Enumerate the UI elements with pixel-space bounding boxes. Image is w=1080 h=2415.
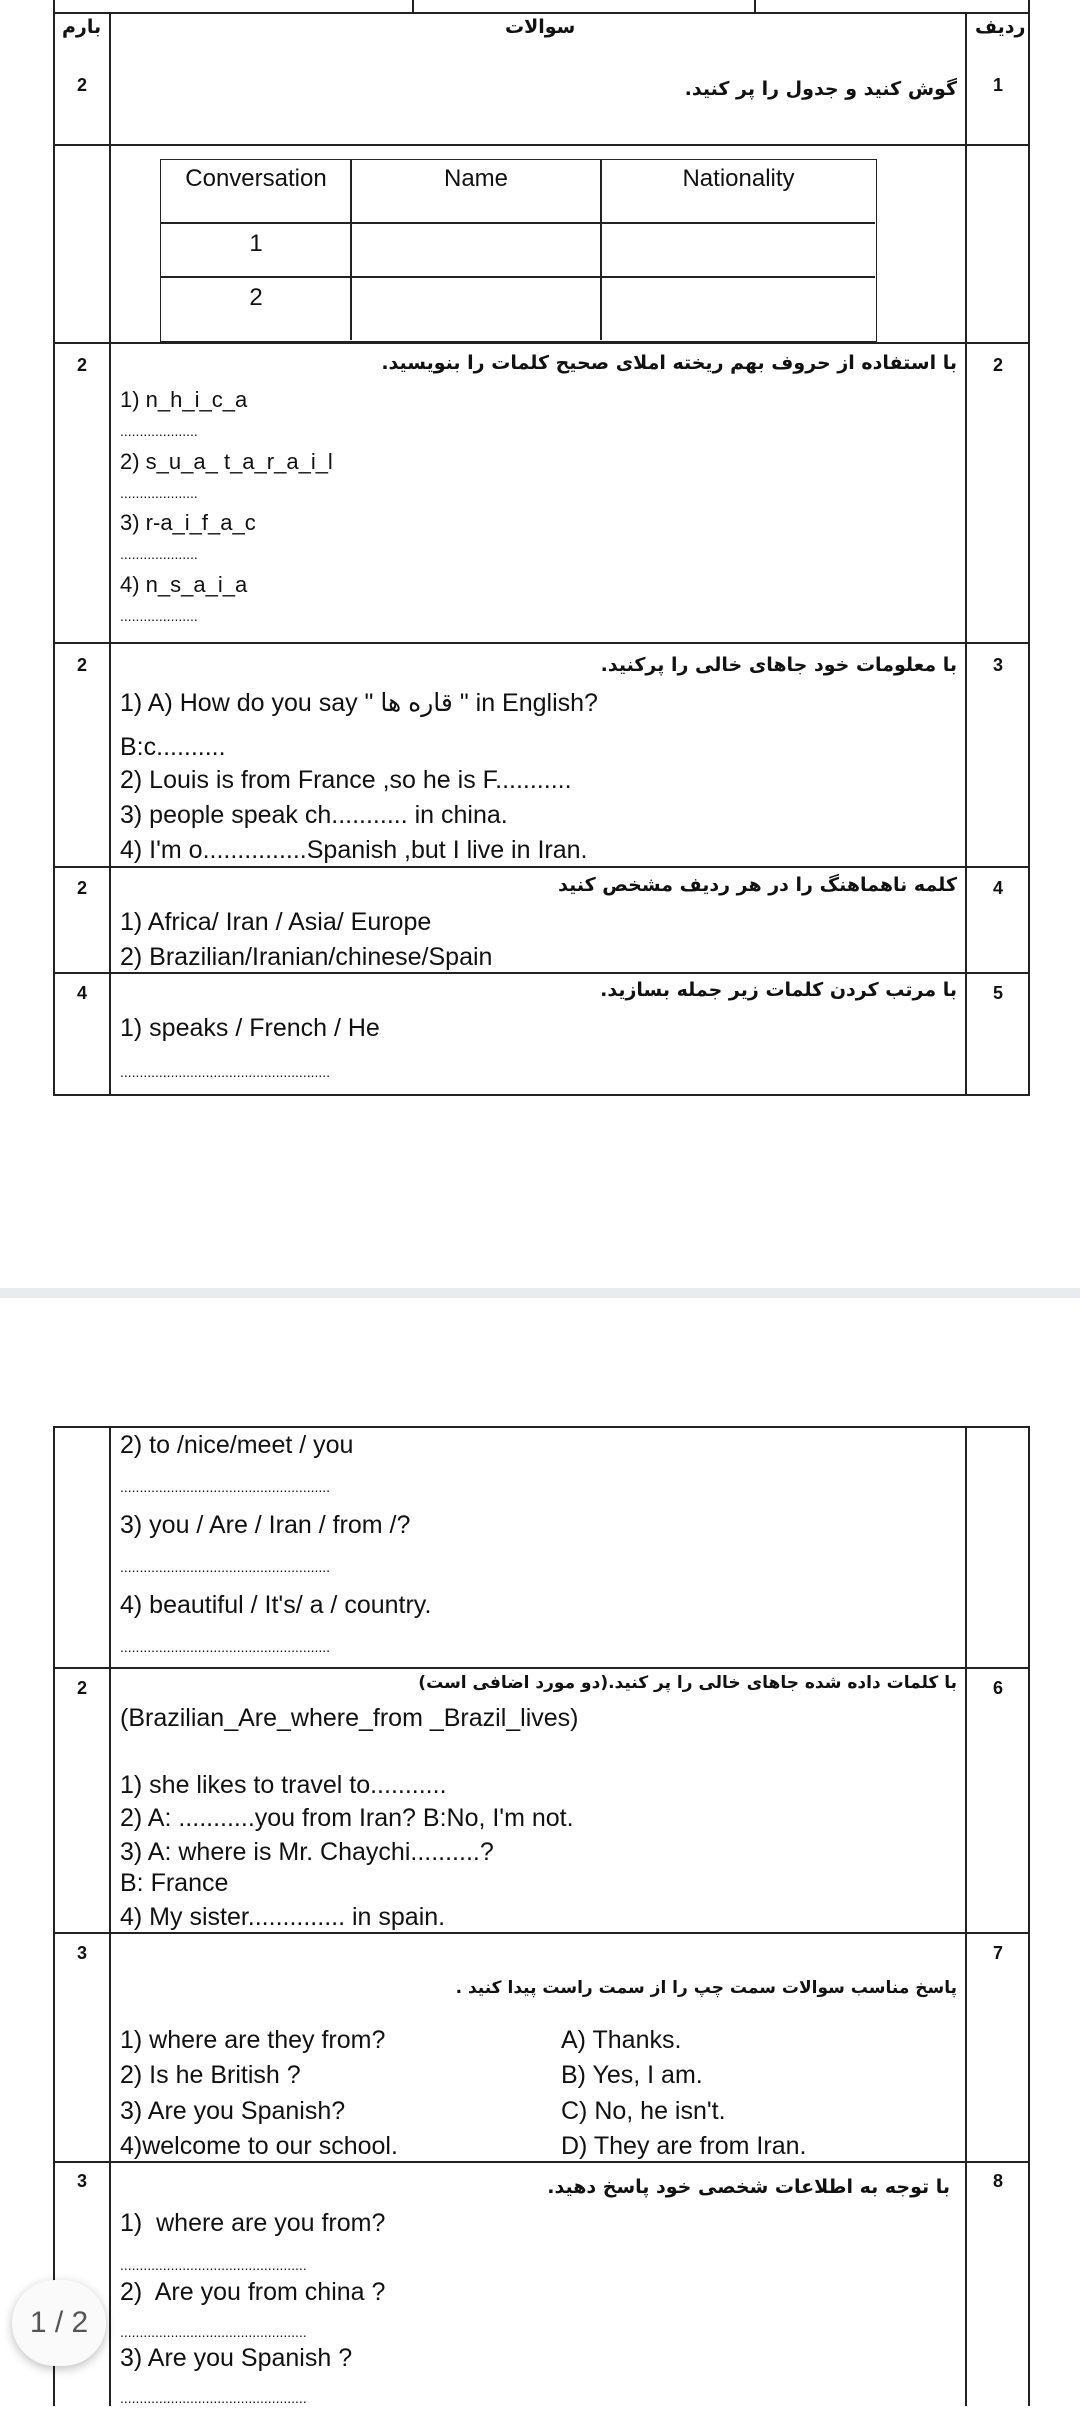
- q4-instruction: کلمه ناهماهنگ را در هر ردیف مشخص کنید: [558, 874, 957, 896]
- q6-item: 1) she likes to travel to...........: [120, 1771, 447, 1799]
- answer-line[interactable]: ................................................: [120, 2257, 307, 2273]
- q7-instruction: پاسخ مناسب سوالات سمت چپ را از سمت راست پیدا کنید .: [455, 1978, 957, 1998]
- q7-question: 3) Are you Spanish?: [120, 2097, 346, 2125]
- q2-item: 2) s_u_a_ t_a_r_a_i_l: [120, 449, 333, 474]
- q7-answer: C) No, he isn't.: [561, 2097, 726, 2125]
- q4-marks: 2: [76, 878, 87, 898]
- q5-item: 2) to /nice/meet / you: [120, 1431, 354, 1459]
- q7-answer: A) Thanks.: [561, 2026, 682, 2054]
- answer-line[interactable]: ....................: [120, 546, 198, 562]
- q7-number: 7: [992, 1943, 1003, 1963]
- q4-item: 2) Brazilian/Iranian/chinese/Spain: [120, 943, 493, 971]
- q2-number: 2: [992, 355, 1003, 375]
- q6-item: 4) My sister.............. in spain.: [120, 1903, 446, 1931]
- table-border: [1028, 0, 1030, 1096]
- q2-item: 1) n_h_i_c_a: [120, 387, 248, 412]
- table-border: [53, 1426, 55, 2406]
- q3-item: 1) A) How do you say " قاره ها " in English?: [120, 689, 598, 717]
- q6-item: 2) A: ...........you from Iran? B:No, I'm not.: [120, 1804, 574, 1832]
- q8-number: 8: [992, 2171, 1003, 2191]
- table-header-conversation: Conversation: [185, 165, 327, 192]
- q6-number: 6: [992, 1678, 1003, 1698]
- q1-fill-table: [160, 159, 877, 342]
- answer-line[interactable]: ......................................................: [120, 1639, 331, 1655]
- q6-word-bank: (Brazilian_Are_where_from _Brazil_lives): [120, 1704, 579, 1732]
- q8-marks: 3: [76, 2171, 87, 2191]
- table-cell-conversation: 1: [249, 230, 263, 257]
- page-separator: [0, 1288, 1080, 1298]
- q7-marks: 3: [76, 1943, 87, 1963]
- q5-item: 1) speaks / French / He: [120, 1014, 380, 1042]
- q2-item: 4) n_s_a_i_a: [120, 572, 248, 597]
- answer-line[interactable]: ................................................: [120, 2390, 307, 2406]
- q3-item: 2) Louis is from France ,so he is F...........: [120, 766, 572, 794]
- q6-item: B: France: [120, 1869, 229, 1897]
- q3-item: B:c..........: [120, 733, 226, 761]
- q1-number: 1: [992, 75, 1003, 95]
- table-rule: [161, 276, 875, 278]
- q8-question: 1) where are you from?: [120, 2209, 386, 2237]
- q3-item: 3) people speak ch........... in china.: [120, 801, 508, 829]
- table-border: [53, 0, 55, 1096]
- q2-marks: 2: [76, 355, 87, 375]
- q6-instruction: با کلمات داده شده جاهای خالی را پر کنید.(دو مورد اضافی است): [418, 1673, 957, 1693]
- table-border: [53, 642, 1030, 644]
- q8-question: 2) Are you from china ?: [120, 2278, 386, 2306]
- table-header-name: Name: [443, 165, 509, 192]
- table-border: [109, 12, 111, 1096]
- table-border: [965, 1426, 967, 2406]
- q7-answer: D) They are from Iran.: [561, 2132, 807, 2160]
- table-border: [53, 144, 1030, 146]
- q7-question: 1) where are they from?: [120, 2026, 386, 2054]
- q4-number: 4: [992, 878, 1003, 898]
- q2-instruction: با استفاده از حروف بهم ریخته املای صحیح کلمات را بنویسید.: [381, 352, 957, 374]
- q3-number: 3: [992, 655, 1003, 675]
- q6-item: 3) A: where is Mr. Chaychi..........?: [120, 1838, 494, 1866]
- q7-question: 4)welcome to our school.: [120, 2132, 398, 2160]
- q7-question: 2) Is he British ?: [120, 2061, 301, 2089]
- q1-marks: 2: [76, 75, 87, 95]
- header-marks: بارم: [62, 16, 102, 38]
- answer-line[interactable]: ......................................................: [120, 1559, 331, 1575]
- table-border: [53, 1094, 1030, 1096]
- q5-item: 3) you / Are / Iran / from /?: [120, 1511, 411, 1539]
- header-questions: سوالات: [505, 16, 576, 38]
- answer-line[interactable]: ....................: [120, 608, 198, 624]
- table-header-nationality: Nationality: [682, 165, 795, 192]
- q5-number: 5: [992, 983, 1003, 1003]
- q2-item: 3) r-a_i_f_a_c: [120, 510, 256, 535]
- q3-item: 4) I'm o...............Spanish ,but I live in Iran.: [120, 836, 588, 864]
- q4-item: 1) Africa/ Iran / Asia/ Europe: [120, 908, 432, 936]
- answer-line[interactable]: ......................................................: [120, 1479, 331, 1495]
- table-border: [53, 342, 1030, 344]
- q3-instruction: با معلومات خود جاهای خالی را پرکنید.: [600, 654, 957, 676]
- header-row: ردیف: [975, 16, 1026, 38]
- q3-marks: 2: [76, 655, 87, 675]
- table-border: [109, 1426, 111, 2406]
- q8-instruction: با توجه به اطلاعات شخصی خود پاسخ دهید.: [547, 2176, 950, 2198]
- table-rule: [161, 222, 875, 224]
- prev-table-border: [754, 0, 756, 12]
- prev-table-border: [412, 0, 414, 12]
- q8-question: 3) Are you Spanish ?: [120, 2344, 353, 2372]
- q1-instruction: گوش کنید و جدول را پر کنید.: [684, 78, 957, 100]
- table-border: [1028, 1426, 1030, 2406]
- q6-marks: 2: [76, 1678, 87, 1698]
- page-indicator: 1 / 2: [12, 2280, 106, 2366]
- q5-item: 4) beautiful / It's/ a / country.: [120, 1591, 432, 1619]
- table-cell-conversation: 2: [249, 284, 263, 311]
- q7-answer: B) Yes, I am.: [561, 2061, 703, 2089]
- table-border: [53, 12, 1030, 14]
- answer-line[interactable]: ................................................: [120, 2324, 307, 2340]
- answer-line[interactable]: ....................: [120, 485, 198, 501]
- answer-line[interactable]: ......................................................: [120, 1064, 331, 1080]
- q5-marks: 4: [76, 983, 87, 1003]
- q5-instruction: با مرتب کردن کلمات زیر جمله بسازید.: [600, 979, 957, 1001]
- table-border: [965, 12, 967, 1096]
- answer-line[interactable]: ....................: [120, 423, 198, 439]
